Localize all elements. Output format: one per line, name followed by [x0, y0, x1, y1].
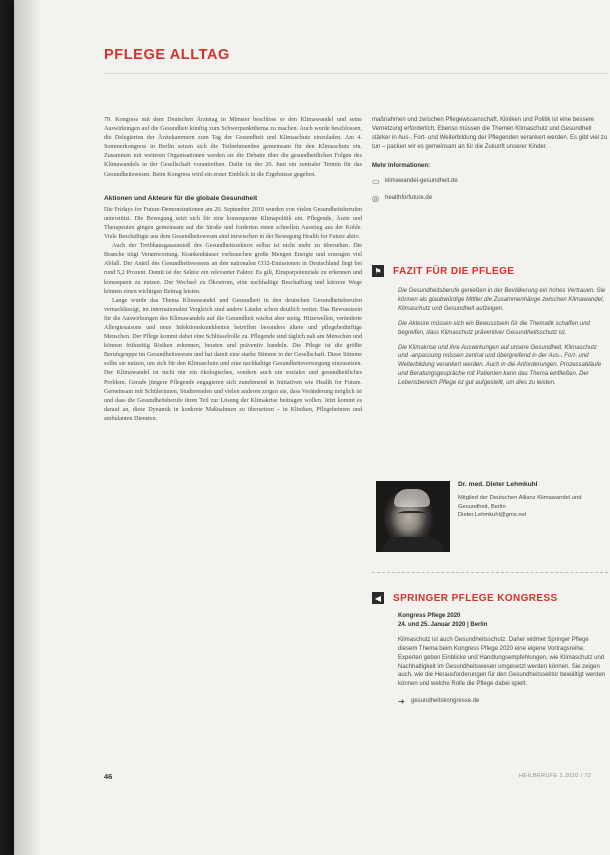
kongress-event: Kongress Pflege 2020	[398, 613, 461, 619]
link-text[interactable]: healthforfuture.de	[385, 195, 433, 202]
body-paragraph-3: Lange wurde das Thema Klimawandel und Gesundheit in den deutschen Gesundheitsberufen vernachlässigt, im internationalen Vergleich sind andere Länder schon deutlich weiter. Das Bewusstsein für die Auswirkungen des Klimawandels auf die Gesundheit wächst aber stetig. Hitzewellen, veränderte Allergiesaisons und neue Infektionskrankheiten betreffen besonders ältere und pflegebedürftige Menschen. Der Pflege kommt dabei eine Schlüsselrolle zu. Pflegende sind täglich nah am Menschen und können frühzeitig Risiken erkennen, beraten und präventiv handeln. Die Pflege ist die größte Berufsgruppe im Gesundheitswesen und hat damit eine starke Stimme in der Gesellschaft. Diese Stimme sollte sie nutzen, um sich für den Klimaschutz und eine nachhaltige Gesundheitsversorgung einzusetzen. Der Klimawandel ist nicht nur ein ökologisches, sondern auch ein soziales und gesundheitliches Problem. Gerade jüngere Pflegende engagieren sich zunehmend in Initiativen wie Health for Future. Gemeinsam mit Schülerinnen, Studierenden und vielen anderen zeigen sie, dass Veränderung möglich ist und dass die Gesundheitsberufe ihren Teil zur Lösung der Klimakrise beitragen wollen. Jetzt kommt es darauf an, diese Dynamik in konkrete Maßnahmen zu übersetzen – in Kliniken, Pflegeheimen und ambulanten Diensten.	[104, 297, 362, 422]
info-link-2[interactable]	[372, 192, 608, 205]
section-divider	[372, 572, 608, 573]
portrait-eyes	[398, 511, 426, 517]
fazit-paragraph-1: Die Gesundheitsberufe genießen in der Bevölkerung ein hohes Vertrauen. Sie können als glaubwürdige Mittler die Zusammenhänge zwischen Klimawandel, Klimaschutz und Gesundheit aufzeigen.	[398, 288, 606, 312]
fazit-paragraph-2: Die Akteure müssen sich ein Bewusstsein für die Thematik schaffen und begreifen, dass Klimaschutz präventiver Gesundheitsschutz ist.	[398, 320, 590, 336]
kongress-link[interactable]	[398, 695, 608, 708]
subheading: Aktionen und Akteure für die globale Gesundheit	[104, 194, 258, 202]
fazit-header	[372, 264, 514, 278]
magazine-issue: HEILBERUFE 1.2020 / 72	[519, 773, 592, 779]
author-name: Dr. med. Dieter Lehmkuhl	[458, 481, 538, 488]
body-paragraph-2: Auch der Treibhausgasausstoß des Gesundheitssektors selbst ist nicht mehr zu übersehen. Die Branche trägt Verantwortung. Krankenhäuser verbrauchen große Mengen Energie und erzeugen viel Abfall. Der Anteil des Gesundheitswesens an den nationalen CO2-Emissionen in Deutschland liegt bei rund 5,2 Prozent. Damit ist der Sektor ein relevanter Faktor. Es gilt, Einsparpotenziale zu erkennen und konsequent zu nutzen. Der Wechsel zu Ökostrom, eine nachhaltige Beschaffung und kürzere Wege können einen wichtigen Beitrag leisten.	[104, 243, 362, 295]
flag-icon: ⚑	[372, 265, 384, 277]
more-info-heading: Mehr Informationen:	[372, 163, 430, 170]
author-description: Mitglied der Deutschen Allianz Klimawandel und Gesundheit, Berlin	[458, 494, 582, 510]
kongress-title: SPRINGER PFLEGE KONGRESS	[393, 592, 558, 604]
monitor-icon: ▭	[372, 176, 380, 186]
intro-paragraph: 79. Kongress mit dem Deutschen Ärztetag in Münster beschloss er den Klimawandel und seine Auswirkungen auf die Gesundheit künftig zum Schwerpunktthema zu machen. Auch wurde beschlossen, die Delegierten der Ärztekammern zum Tag der Gesundheit und Klimaschutz einzuladen. Am 4. Sommerkongress in Berlin setzen sich die Teilnehmenden gemeinsam für den Klimaschutz ein. Zusammen mit weiteren Organisationen werden sie die Debatte über die gesundheitlichen Folgen des Klimawandels in der Gesellschaft vorantreiben. Dafür ist der 26. Juni ein zentraler Termin für das Gesundheitswesen. Beim Kongress wird ein erster Einblick in die Ergebnisse gegeben.	[104, 117, 362, 178]
fazit-title: FAZIT FÜR DIE PFLEGE	[393, 265, 515, 277]
portrait-hair	[394, 489, 430, 507]
info-link-1[interactable]	[372, 175, 608, 188]
page-number: 46	[104, 772, 113, 781]
author-bio	[458, 481, 608, 520]
continuation-paragraph: maßnahmen und zwischen Pflegewissenschaft, Kliniken und Politik ist eine bessere Vernetzung erforderlich. Ebenso müssen die Themen Klimaschutz und Gesundheit stärker in Aus-, Fort- und Weiterbildung der Pflegenden verankert werden. Es gibt viel zu tun – packen wir es gemeinsam an für die Zukunft unserer Kinder.	[372, 117, 608, 151]
fazit-paragraph-3: Die Klimakrise und ihre Auswirkungen auf unsere Gesundheit, Klimaschutz und -anpassung müssen zentral und übergreifend in der Aus-, Fort- und Weiterbildung verankert werden. Auch in die Anforderungen, Prozessabläufe und Beratungsgespräche mit Patienten kann das Thema einfließen. Der Lebensbereich Pflege ist gut aufgestellt, um dies zu leisten.	[398, 344, 602, 387]
section-title: PFLEGE ALLTAG	[104, 47, 230, 63]
body-paragraph-1: Die Fridays for Future-Demonstrationen am 20. September 2019 wurden von vielen Gesundheitsberufen unterstützt. Die Bewegung setzt sich für eine konsequente Klimapolitik ein. Pflegende, Ärzte und Therapeuten gingen gemeinsam auf die Straße und forderten einen schnellen Ausstieg aus der Kohle. Viele Beschäftigte aus dem Gesundheitswesen sind inzwischen in der Bewegung Health for Future aktiv.	[104, 206, 362, 241]
kongress-date: 24. und 25. Januar 2020 | Berlin	[398, 621, 488, 628]
link-text[interactable]: klimawandel-gesundheit.de	[385, 178, 458, 185]
page-curl-shadow	[14, 0, 42, 855]
magazine-page	[14, 0, 610, 855]
right-column	[372, 116, 608, 205]
kongress-header	[372, 591, 558, 605]
author-portrait	[376, 481, 450, 552]
left-column	[104, 116, 362, 424]
link-text[interactable]: gesundheitskongresse.de	[411, 698, 480, 705]
cursor-icon: ➜	[398, 696, 405, 706]
kongress-description: Klimaschutz ist auch Gesundheitsschutz. Daher widmet Springer Pflege diesem Thema beim Kongress Pflege 2020 eine eigene Vortragsreihe. Experten geben Einblicke und Handlungsempfehlungen, wie Klimaschutz und Nachhaltigkeit im Gesundheitswesen umgesetzt werden können. Sie zeigen auch, wie die Herausforderungen für den Gesundheitssektor bewältigt werden können und welche Rolle die Pflege dabei spielt.	[398, 636, 606, 688]
author-email[interactable]: Dieter.Lehmkuhl@gmx.net	[458, 512, 527, 519]
kongress-box	[398, 612, 608, 708]
megaphone-icon: ◀	[372, 592, 384, 604]
header-rule	[104, 73, 609, 74]
portrait-shoulders	[382, 537, 444, 552]
fazit-box	[398, 287, 606, 394]
globe-icon: ◎	[372, 193, 379, 203]
